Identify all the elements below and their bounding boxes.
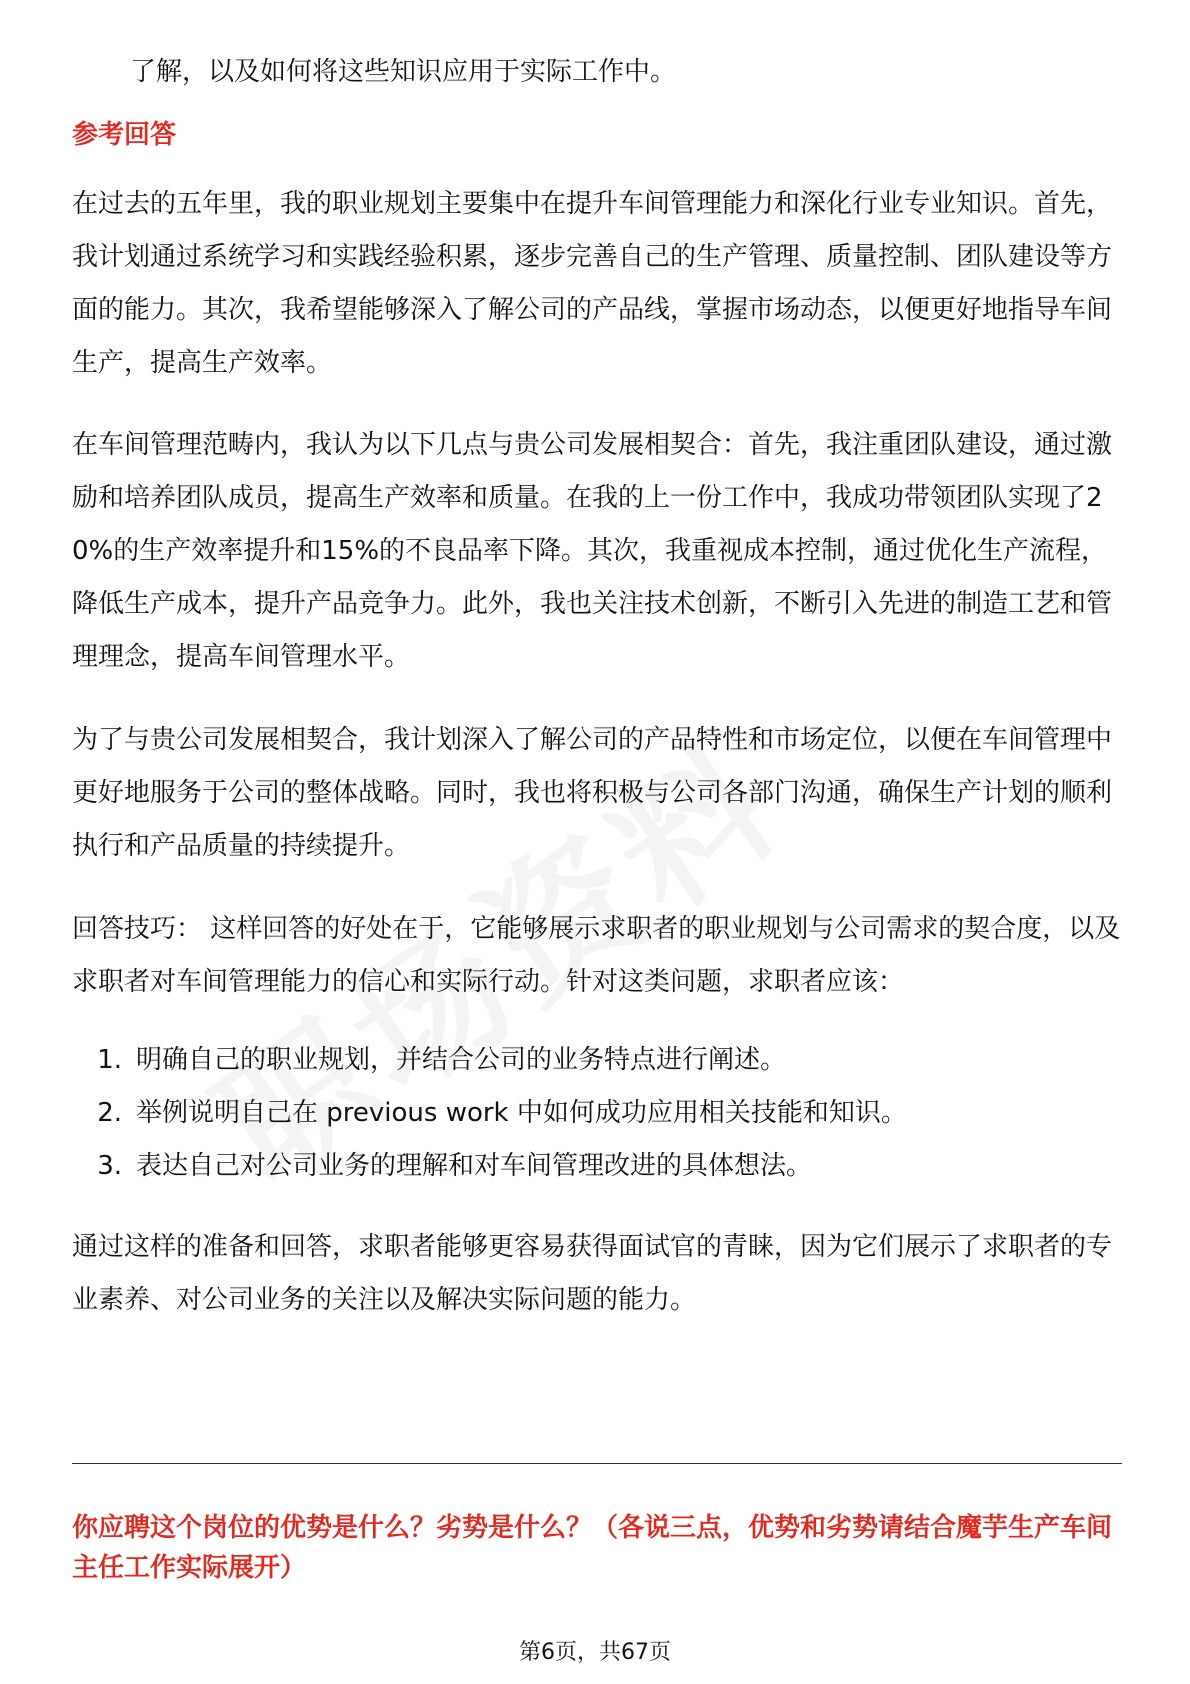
- answer-paragraph-2: 在车间管理范畴内，我认为以下几点与贵公司发展相契合：首先，我注重团队建设，通过激励和培养团队成员，提高生产效率和质量。在我的上一份工作中，我成功带领团队实现了20%的生产效率提升和15%的不良品率下降。其次，我重视成本控制，通过优化生产流程，降低生产成本，提升产品竞争力。此外，我也关注技术创新，不断引入先进的制造工艺和管理理念，提高车间管理水平。: [72, 430, 1113, 672]
- next-question-heading: 你应聘这个岗位的优势是什么？劣势是什么？（各说三点，优势和劣势请结合魔芋生产车间主任工作实际展开）: [72, 1513, 1113, 1583]
- list-item: [72, 1140, 1122, 1193]
- reference-answer-heading: 参考回答: [72, 120, 177, 150]
- answer-paragraph-1: 在过去的五年里，我的职业规划主要集中在提升车间管理能力和深化行业专业知识。首先，我计划通过系统学习和实践经验积累，逐步完善自己的生产管理、质量控制、团队建设等方面的能力。其次，我希望能够深入了解公司的产品线，掌握市场动态，以便更好地指导车间生产，提高生产效率。: [72, 189, 1113, 378]
- page-footer: 第6页，共67页: [519, 1640, 671, 1665]
- closing-paragraph: 通过这样的准备和回答，求职者能够更容易获得面试官的青睐，因为它们展示了求职者的专业素养、对公司业务的关注以及解决实际问题的能力。: [72, 1232, 1113, 1315]
- list-item: [72, 1034, 1122, 1087]
- answer-tips-paragraph: 回答技巧： 这样回答的好处在于，它能够展示求职者的职业规划与公司需求的契合度，以及求职者对车间管理能力的信心和实际行动。针对这类问题，求职者应该：: [72, 914, 1121, 997]
- tips-list: [72, 1034, 1122, 1193]
- list-item-number: 3.: [97, 1151, 122, 1181]
- answer-paragraph-3: 为了与贵公司发展相契合，我计划深入了解公司的产品特性和市场定位，以便在车间管理中更好地服务于公司的整体战略。同时，我也将积极与公司各部门沟通，确保生产计划的顺利执行和产品质量的持续提升。: [72, 725, 1113, 861]
- list-item-number: 2.: [97, 1098, 122, 1128]
- list-item-text: 表达自己对公司业务的理解和对车间管理改进的具体想法。: [136, 1151, 813, 1181]
- section-divider: [72, 1463, 1122, 1464]
- list-item-number: 1.: [97, 1045, 122, 1075]
- list-item: [72, 1087, 1122, 1140]
- list-item-text: 明确自己的职业规划，并结合公司的业务特点进行阐述。: [136, 1045, 787, 1075]
- continuation-line: 了解，以及如何将这些知识应用于实际工作中。: [130, 57, 677, 87]
- list-item-text: 举例说明自己在 previous work 中如何成功应用相关技能和知识。: [136, 1098, 907, 1128]
